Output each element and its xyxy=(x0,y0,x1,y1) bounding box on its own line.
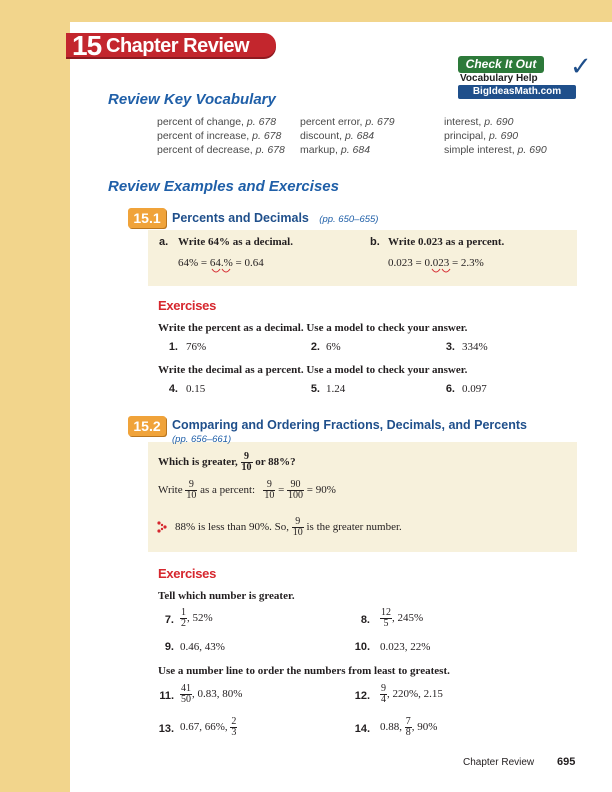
badge-url[interactable]: BigIdeasMath.com xyxy=(458,85,576,99)
exercises-heading: Exercises xyxy=(158,566,217,581)
exercise-instructions: Use a number line to order the numbers from least to greatest. xyxy=(158,665,450,677)
exercise-number: 14. xyxy=(354,723,370,735)
vocab-item: percent of decrease, p. 678 xyxy=(157,144,285,156)
exercise-number: 6. xyxy=(445,383,455,395)
vocab-item: simple interest, p. 690 xyxy=(444,144,547,156)
exercise-value: 0.46, 43% xyxy=(180,641,225,653)
exercise-value: $\frac{41}{50}$ , 0.83, 80% xyxy=(181,683,243,705)
decimal-shift-arrows xyxy=(210,268,240,276)
vocab-item: percent error, p. 679 xyxy=(300,116,395,128)
vocab-item: percent of change, p. 678 xyxy=(157,116,277,128)
exercise-number: 13. xyxy=(158,723,174,735)
example-work: 0.023 = 0.023 = 2.3% xyxy=(388,257,484,269)
decimal-shift-arrows xyxy=(430,268,460,276)
exercise-number: 10. xyxy=(354,641,370,653)
exercise-value: 0.88, $\frac{7}{8}$ , 90% xyxy=(380,716,438,738)
conclusion-arrow-icon xyxy=(156,520,170,534)
example-work: 64% = 64.% = 0.64 xyxy=(178,257,264,269)
exercise-number: 1. xyxy=(168,341,178,353)
exercise-number: 4. xyxy=(168,383,178,395)
lesson-pages: (pp. 656–661) xyxy=(172,434,232,445)
check-it-out-badge[interactable] xyxy=(458,52,592,100)
badge-title: Check It Out xyxy=(458,56,544,73)
exercise-number: 9. xyxy=(164,641,174,653)
examples-heading: Review Examples and Exercises xyxy=(108,178,339,195)
example-prompt: Write 0.023 as a percent. xyxy=(388,236,505,248)
exercise-value: 0.15 xyxy=(186,383,206,395)
exercise-number: 8. xyxy=(360,614,370,626)
top-band xyxy=(0,0,612,22)
example-prompt: Write 64% as a decimal. xyxy=(178,236,293,248)
exercise-value: 0.023, 22% xyxy=(380,641,431,653)
exercise-value: 0.097 xyxy=(462,383,487,395)
exercise-number: 11. xyxy=(159,690,174,702)
example-conclusion: 88% is less than 90%. So, $\frac{9}{10}$ is the greater number. xyxy=(175,516,402,538)
exercise-number: 2. xyxy=(310,341,320,353)
lesson-title: Comparing and Ordering Fractions, Decimals, and Percents xyxy=(172,418,527,432)
exercise-instructions: Write the decimal as a percent. Use a model to check your answer. xyxy=(158,364,468,376)
lesson-tag: 15.2 xyxy=(128,416,166,436)
exercise-value: 76% xyxy=(186,341,207,353)
exercise-number: 3. xyxy=(445,341,455,353)
exercise-instructions: Write the percent as a decimal. Use a model to check your answer. xyxy=(158,322,468,334)
lesson-tag: 15.1 xyxy=(128,208,166,228)
exercise-number: 12. xyxy=(354,690,370,702)
vocab-item: percent of increase, p. 678 xyxy=(157,130,282,142)
chapter-title: Chapter Review xyxy=(106,35,250,57)
example-work: Write $\frac{9}{10}$ as a percent: $\frac{9}{10}$ = $\frac{90}{100}$ = 90% xyxy=(158,479,336,501)
exercise-value: 334% xyxy=(462,341,488,353)
exercise-value: $\frac{1}{2}$ , 52% xyxy=(181,607,213,629)
vocab-heading: Review Key Vocabulary xyxy=(108,91,276,108)
exercise-value: 1.24 xyxy=(326,383,346,395)
exercise-number: 7. xyxy=(164,614,174,626)
exercise-instructions: Tell which number is greater. xyxy=(158,590,295,602)
vocab-item: discount, p. 684 xyxy=(300,130,375,142)
checkmark-icon: ✓ xyxy=(570,52,592,82)
exercises-heading: Exercises xyxy=(158,298,217,313)
exercise-value: $\frac{9}{4}$ , 220%, 2.15 xyxy=(381,683,443,705)
exercise-number: 5. xyxy=(310,383,320,395)
lesson-title: Percents and Decimals (pp. 650–655) xyxy=(172,211,379,225)
side-band xyxy=(0,0,70,792)
vocab-item: principal, p. 690 xyxy=(444,130,519,142)
page-number: 695 xyxy=(557,756,576,768)
exercise-value: 0.67, 66%, $\frac{2}{3}$ xyxy=(180,716,237,738)
badge-subtitle: Vocabulary Help xyxy=(460,73,538,84)
exercise-value: $\frac{12}{5}$ , 245% xyxy=(381,607,424,629)
example-label: a. xyxy=(159,236,169,248)
footer-label: Chapter Review xyxy=(463,757,535,768)
vocab-item: markup, p. 684 xyxy=(300,144,371,156)
example-label: b. xyxy=(370,236,380,248)
chapter-number: 15 xyxy=(72,30,102,61)
exercise-value: 6% xyxy=(326,341,341,353)
example-question: Which is greater, $\frac{9}{10}$ or 88%? xyxy=(158,451,296,473)
vocab-item: interest, p. 690 xyxy=(444,116,514,128)
